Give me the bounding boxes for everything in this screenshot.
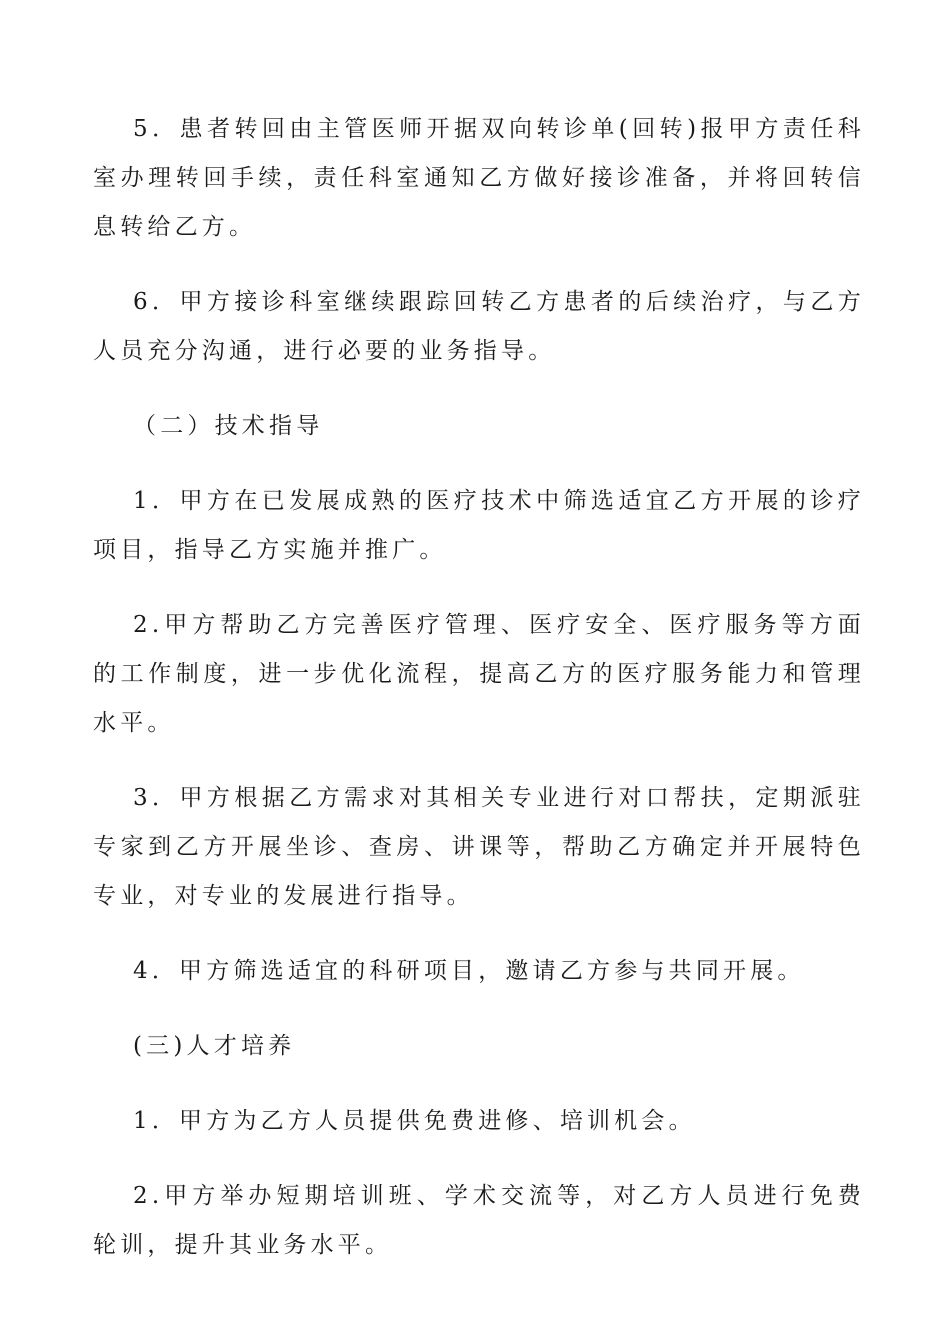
- paragraph-talent-training-2: 2.甲方举办短期培训班、学术交流等，对乙方人员进行免费轮训，提升其业务水平。: [93, 1183, 865, 1258]
- section-heading-technical-guidance: （二）技术指导: [133, 413, 324, 439]
- paragraph-technical-guidance-4: 4．甲方筛选适宜的科研项目，邀请乙方参与共同开展。: [133, 958, 805, 984]
- paragraph-talent-training-1: 1．甲方为乙方人员提供免费进修、培训机会。: [133, 1108, 696, 1134]
- section-heading-talent-training: (三)人才培养: [133, 1033, 296, 1059]
- paragraph-follow-up-treatment: 6．甲方接诊科室继续跟踪回转乙方患者的后续治疗，与乙方人员充分沟通，进行必要的业务指导。: [93, 289, 865, 364]
- paragraph-referral-return: 5．患者转回由主管医师开据双向转诊单(回转)报甲方责任科室办理转回手续，责任科室通知乙方做好接诊准备，并将回转信息转给乙方。: [93, 116, 865, 240]
- paragraph-technical-guidance-2: 2.甲方帮助乙方完善医疗管理、医疗安全、医疗服务等方面的工作制度，进一步优化流程，提高乙方的医疗服务能力和管理水平。: [93, 612, 865, 736]
- paragraph-technical-guidance-1: 1．甲方在已发展成熟的医疗技术中筛选适宜乙方开展的诊疗项目，指导乙方实施并推广。: [93, 488, 865, 563]
- paragraph-technical-guidance-3: 3．甲方根据乙方需求对其相关专业进行对口帮扶，定期派驻专家到乙方开展坐诊、查房、讲课等，帮助乙方确定并开展特色专业，对专业的发展进行指导。: [93, 785, 865, 909]
- document-body: [93, 105, 865, 1270]
